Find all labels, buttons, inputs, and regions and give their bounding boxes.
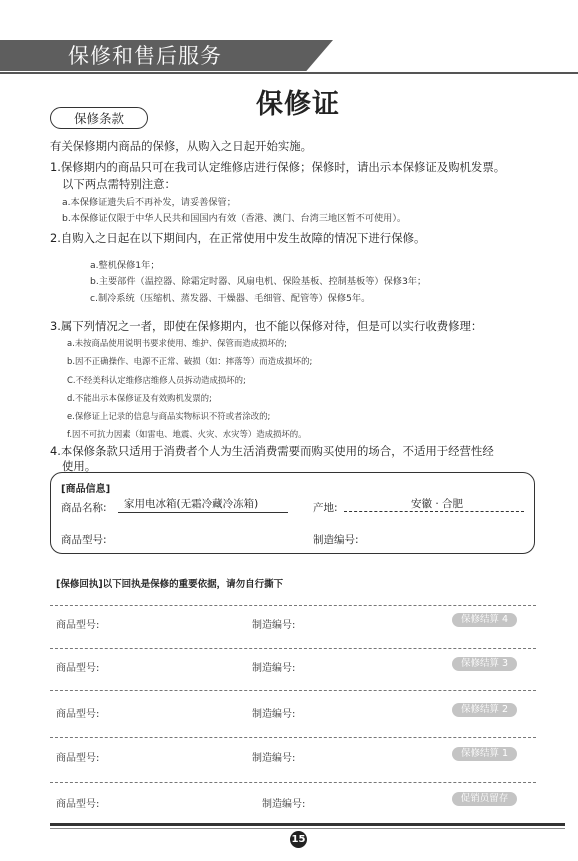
clause3-c: C.不经美科认定维修店维修人员拆动造成损坏的; xyxy=(67,375,246,385)
clause3-d: d.不能出示本保修证及有效购机发票的; xyxy=(67,393,212,403)
product-info-heading: [商品信息] xyxy=(61,484,111,495)
clause1-a: a.本保修证遗失后不再补发，请妥善保管； xyxy=(62,197,236,208)
page-number: 15 xyxy=(290,831,307,848)
receipt-1-serial-label: 制造编号: xyxy=(252,753,296,764)
clause1-line1: 1.保修期内的商品只可在我司认定维修店进行保修；保修时，请出示本保修证及购机发票。 xyxy=(50,160,506,174)
receipt-2-serial-label: 制造编号: xyxy=(252,709,296,720)
receipt-promoter-badge: 促销员留存 xyxy=(452,792,517,806)
receipt-promoter-model-label: 商品型号: xyxy=(56,799,100,810)
clause2-c: c.制冷系统（压缩机、蒸发器、干燥器、毛细管、配管等）保修5年。 xyxy=(90,293,371,304)
receipt-2-badge: 保修结算 2 xyxy=(452,703,517,717)
product-serial-label: 制造编号: xyxy=(313,534,359,546)
receipt-promoter-serial-label: 制造编号: xyxy=(262,799,306,810)
footer-rule-thin xyxy=(50,828,565,829)
clause2-a: a.整机保修1年； xyxy=(90,260,160,271)
section-pill: 保修条款 xyxy=(50,107,148,129)
dashed-divider xyxy=(50,782,536,783)
footer-rule xyxy=(50,823,565,826)
origin-underline xyxy=(344,511,524,512)
dashed-divider xyxy=(50,737,536,738)
receipt-4-badge: 保修结算 4 xyxy=(452,613,517,627)
receipt-2-model-label: 商品型号: xyxy=(56,709,100,720)
receipt-4-model-label: 商品型号: xyxy=(56,620,100,631)
clause1-line2: 以下两点需特别注意： xyxy=(62,177,176,191)
product-model-label: 商品型号: xyxy=(61,534,107,546)
dashed-divider xyxy=(50,648,536,649)
clause1-b: b.本保修证仅限于中华人民共和国国内有效（香港、澳门、台湾三地区暂不可使用）。 xyxy=(62,213,407,224)
receipt-1-badge: 保修结算 1 xyxy=(452,747,517,761)
receipt-3-model-label: 商品型号: xyxy=(56,663,100,674)
product-name-label: 商品名称: xyxy=(61,502,107,514)
clause2-b: b.主要部件（温控器、除霜定时器、风扇电机、保险基板、控制基板等）保修3年； xyxy=(90,276,427,287)
clause3-f: f.因不可抗力因素（如雷电、地震、火灾、水灾等）造成损坏的。 xyxy=(67,429,307,439)
intro-text: 有关保修期内商品的保修，从购入之日起开始实施。 xyxy=(50,139,312,153)
receipt-3-serial-label: 制造编号: xyxy=(252,663,296,674)
receipt-1-model-label: 商品型号: xyxy=(56,753,100,764)
clause3-a: a.未按商品使用说明书要求使用、维护、保管而造成损坏的; xyxy=(67,338,287,348)
clause3-e: e.保修证上记录的信息与商品实物标识不符或者涂改的; xyxy=(67,411,271,421)
page-title: 保修证 xyxy=(256,89,340,120)
dashed-divider xyxy=(50,690,536,691)
product-info-box xyxy=(50,472,535,554)
header-divider xyxy=(0,72,578,74)
clause4-line2: 使用。 xyxy=(62,459,97,473)
origin-value: 安徽 · 合肥 xyxy=(411,498,464,510)
origin-label: 产地: xyxy=(313,502,338,514)
receipt-heading: [保修回执]以下回执是保修的重要依据，请勿自行撕下 xyxy=(56,579,284,590)
clause3-b: b.因不正确操作、电源不正常、破损（如：摔落等）而造成损坏的; xyxy=(67,356,313,366)
header-banner-text: 保修和售后服务 xyxy=(68,44,222,68)
product-name-underline xyxy=(118,512,288,513)
clause4-line1: 4.本保修条款只适用于消费者个人为生活消费需要而购买使用的场合，不适用于经营性经 xyxy=(50,444,494,458)
clause3-line1: 3.属下列情况之一者，即使在保修期内，也不能以保修对待，但是可以实行收费修理： xyxy=(50,319,483,333)
dashed-divider xyxy=(50,605,536,606)
receipt-3-badge: 保修结算 3 xyxy=(452,657,517,671)
receipt-4-serial-label: 制造编号: xyxy=(252,620,296,631)
product-name-value: 家用电冰箱(无霜冷藏冷冻箱) xyxy=(124,498,259,510)
clause2-line1: 2.自购入之日起在以下期间内，在正常使用中发生故障的情况下进行保修。 xyxy=(50,231,426,245)
